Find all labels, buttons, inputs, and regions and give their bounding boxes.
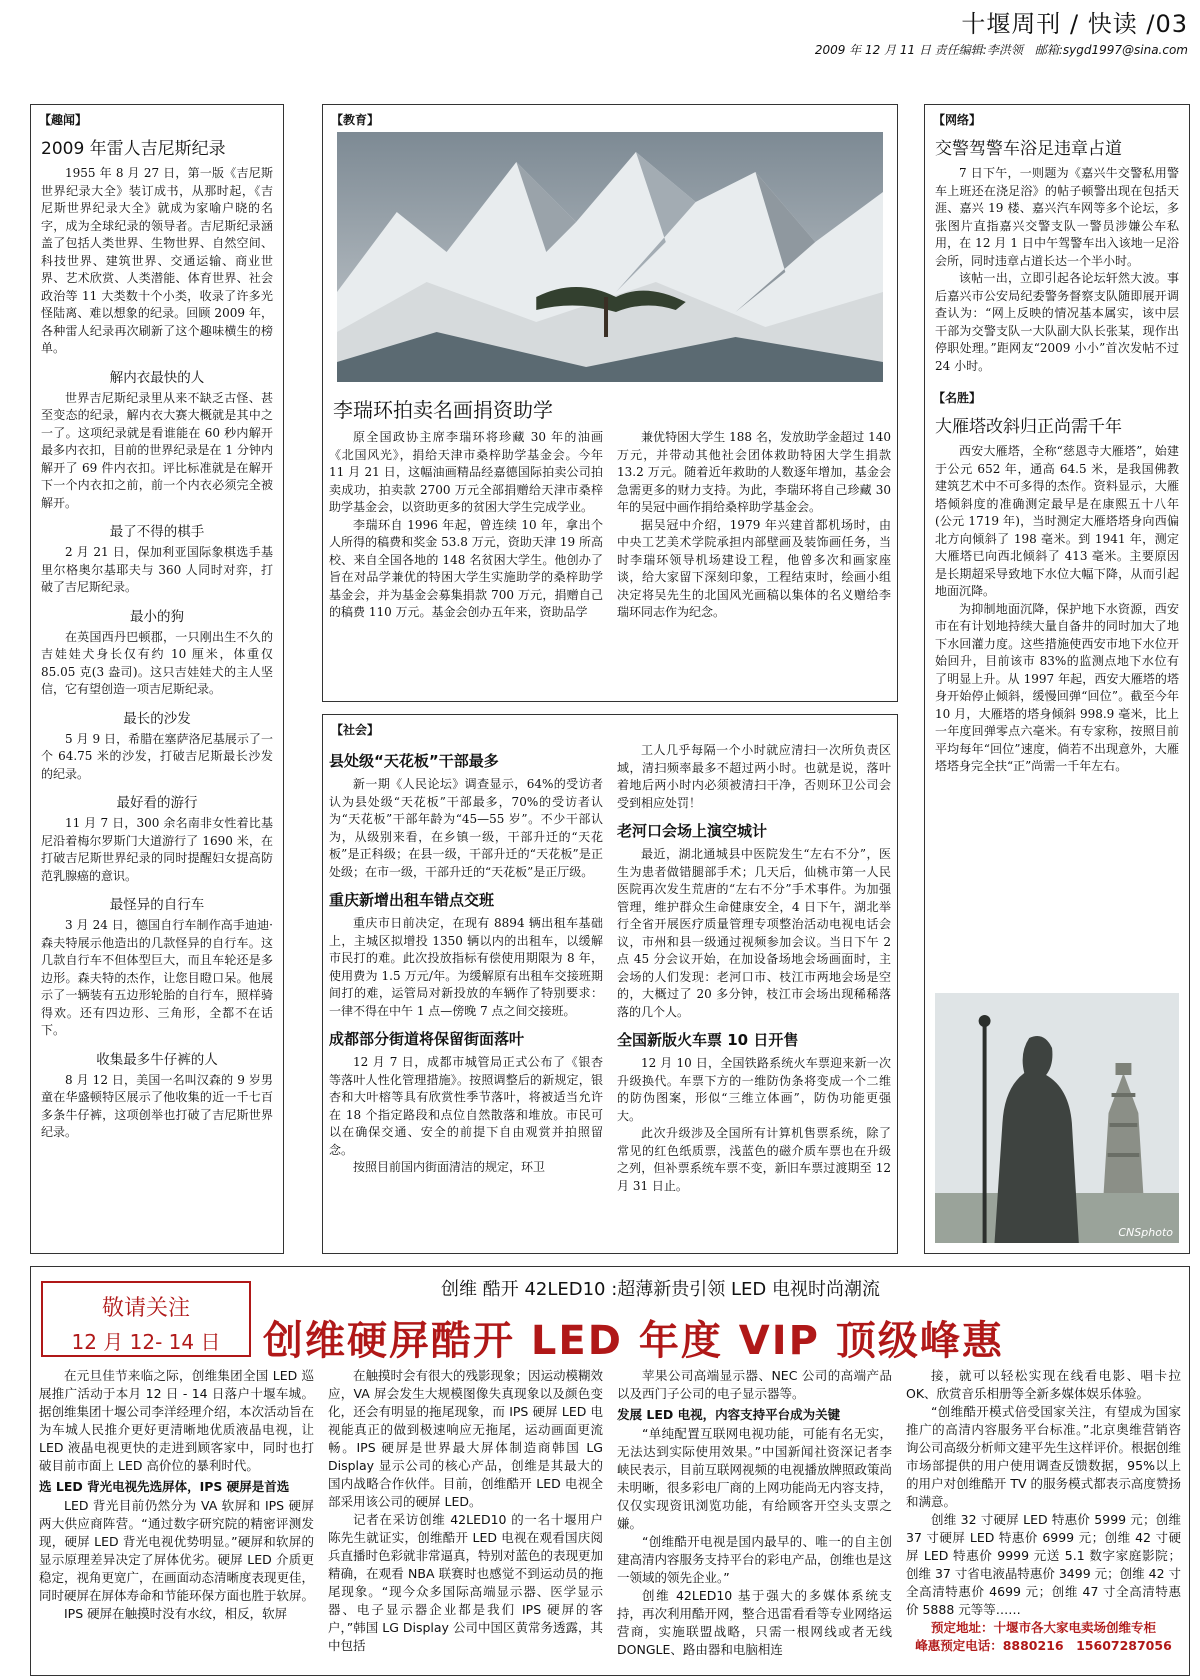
ad-paragraph: 记者在采访创维 42LED10 的一名十堰用户陈先生就证实，创维酷开 LED 电视在观看国庆阅兵直播时色彩就非常逼真，特别对蓝色的表现更加精确，在观看 NBA 联赛时也感觉不到运动员的拖尾现象。“现今众多国际高端显示器、医学显示器、电子显示器企业都是我们 IPS 硬屏的客户，”韩国 LG Display 公司中国区黄常务透露，其中包括 [328, 1512, 604, 1653]
news-heading: 县处级“天花板”干部最多 [329, 752, 499, 770]
paragraph: 7 日下午，一则题为《嘉兴牛交警私用警车上班还在浇足浴》的帖子顿警出现在包括天涯、嘉兴 19 楼、嘉兴汽车网等多个论坛，多张图片直指嘉兴交警支队一警员涉嫌公车私用，在 12 月 1 日中午驾警车出入该地一足浴会所，同时违章占道长达一个半小时。 [935, 166, 1179, 268]
record-heading: 收集最多牛仔裤的人 [96, 1051, 218, 1068]
ad-paragraph: IPS 硬屏在触摸时没有水纹，相反，软屏 [64, 1606, 288, 1621]
masthead-subline: 2009 年 12 月 11 日 责任编辑:李洪领 邮箱:sygd1997@sina.com [814, 43, 1188, 57]
ad-subheading: 选 LED 背光电视先选屏体，IPS 硬屏是首选 [39, 1479, 290, 1494]
news-heading: 成都部分街道将保留街面落叶 [329, 1030, 525, 1048]
record-heading: 最小的狗 [130, 608, 184, 625]
article-title: 李瑞环拍卖名画捐资助学 [333, 398, 553, 422]
section-tag: 【名胜】 [933, 391, 982, 405]
ad-paragraph: LED 背光目前仍然分为 VA 软屏和 IPS 硬屏两大供应商阵营。“通过数字研究院的精密评测发现，硬屏 LED 背光电视优势明显。”硬屏和软屏的显示原理差异决定了屏体优劣。硬屏 LED 介质更稳定，视角更宽广，在画面动态清晰度表现更佳，同时硬屏在屏体寿命和节能环保方面也胜于软屏。 [39, 1498, 315, 1603]
article-title: 2009 年雷人吉尼斯纪录 [41, 139, 226, 159]
article-body [925, 165, 1189, 375]
news-heading: 全国新版火车票 10 日开售 [617, 1031, 799, 1049]
masthead [815, 4, 1188, 58]
article-col-2 [617, 742, 891, 1195]
ad-paragraph: 在元旦佳节来临之际，创维集团全国 LED 巡展推广活动于本月 12 日 - 14 日落户十堰车城。据创维集团十堰公司李洋经理介绍，本次活动旨在为车城人民推介更好更清晰地优质液晶电视，让 LED 液晶电视更快的走进到顾客家中，同时也打破目前市面上 LED 高价位的暴利时代。 [39, 1368, 315, 1473]
column-quwen [30, 104, 284, 1254]
paragraph: 李瑞环自 1996 年起，曾连续 10 年，拿出个人所得的稿费和奖金 53.8 万元，资助天津 19 所高校、来自全国各地的 148 名贫困大学生。他创办了旨在对品学兼优的特困大学生实施助学的桑梓助学基金会，并为基金会募集捐款 700 万元，捐赠自己的稿费 110 万元。基金会创办五年来，资助品学 [329, 517, 603, 619]
statue-pagoda-photo [935, 993, 1179, 1243]
paragraph: 为抑制地面沉降，保护地下水资源，西安市在有计划地持续大量自备井的同时加大了地下水回灌力度。这些措施使西安市地下水位开始回升，目前该市 83%的监测点地下水位有了明显上升。从 1997 年起，西安大雁塔的塔身开始停止倾斜，缓慢回弹“回位”。截至今年 10 月，大雁塔的塔身倾斜 998.9 毫米，比上一年度回弹零点六毫米。有专家称，按照目前平均每年“回位”速度，倘若不出现意外，大雁塔塔身完全扶“正”尚需一千年左右。 [935, 601, 1179, 773]
paragraph: 最近，湖北通城县中医院发生“左右不分”，医生为患者做错腿部手术；几天后，仙桃市第一人民医院再次发生荒唐的“左右不分”手术事件。为加强管理，维护群众生命健康安全，4 日下午，湖北举行全省开展医疗质量管理专项整治活动电视电话会议，市州和县一级通过视频参加会议。当日下午 2 点 45 分会议开始，在加设备场地会场画面时，主会场的人们发现：老河口市、枝江市两地会场是空的，大概过了 20 多分钟，枝江市会场出现稀稀落落的几个人。 [617, 847, 891, 1019]
ad-subheading: 发展 LED 电视，内容支持平台成为关键 [617, 1407, 841, 1422]
section-tag: 【社会】 [331, 723, 380, 737]
ad-headline: 创维硬屏酷开 LED 年度 VIP 顶级峰惠 [263, 1318, 1004, 1364]
news-heading: 老河口会场上演空城计 [617, 822, 768, 840]
article-title: 大雁塔改斜归正尚需千年 [935, 417, 1122, 437]
paragraph: 兼优特困大学生 188 名，发放助学金超过 140 万元，并带动其他社会团体救助特困大学生捐款 13.2 万元。随着近年救助的人数逐年增加，基金会急需更多的财力支持。为此，李瑞环将自己珍藏 30 年的吴冠中画作捐给桑梓助学基金会。 [617, 430, 891, 514]
ad-paragraph: 接，就可以轻松实现在线看电影、唱卡拉 OK、欣赏音乐相册等全新多媒体娱乐体验。 [906, 1368, 1181, 1401]
paragraph: 12 月 10 日，全国铁路系统火车票迎来新一次升级换代。车票下方的一维防伪条将变成一个二维的防伪图案，形似“三维立体画”，防伪功能更强大。 [617, 1056, 891, 1123]
ad-paragraph: 在触摸时会有很大的残影现象；因运动模糊效应，VA 屏会发生大规模图像失真现象以及颜色变化，还会有明显的拖尾现象，而 IPS 硬屏 LED 电视能真正的做到极速响应无拖尾，运动画面更流畅。IPS 硬屏是世界最大屏体制造商韩国 LG Display 显示公司的核心产品，创维是其最大的国内战略合作伙伴。目前，创维酷开 LED 电视全部采用该公司的硬屏 LED。 [328, 1368, 604, 1509]
column-right [924, 104, 1190, 1254]
ad-paragraph: 苹果公司高端显示器、NEC 公司的高端产品以及西门子公司的电子显示器等。 [617, 1368, 892, 1401]
ad-subtitle: 创维 酷开 42LED10 :超薄新贵引领 LED 电视时尚潮流 [441, 1279, 881, 1300]
paragraph: 原全国政协主席李瑞环将珍藏 30 年的油画《北国风光》，捐给天津市桑梓助学基金会。今年 11 月 21 日，这幅油画精品经嘉德国际拍卖公司拍卖成功，拍卖款 2700 万元全部捐赠给天津市桑梓助学基金会，以资助更多的贫困大学生完成学业。 [329, 430, 603, 514]
record-text: 8 月 12 日，美国一名叫汉森的 9 岁男童在华盛顿特区展示了他收集的近一千七百多条牛仔裤，这项创举也打破了吉尼斯世界纪录。 [41, 1072, 273, 1139]
record-list [31, 366, 283, 1142]
article-col-1 [329, 742, 603, 1195]
ad-paragraph: “创维酷开电视是国内最早的、唯一的自主创建高清内容服务支持平台的彩电产品，创维也是这一领域的领先企业。” [617, 1534, 893, 1585]
paragraph: 据吴冠中介绍，1979 年兴建首都机场时，由中央工艺美术学院承担内部壁画及装饰画任务，当时李瑞环领导机场建设工程，他曾多次和画家座谈，给大家留下深刻印象，工程结束时，绘画小组决定将吴先生的北国风光画稿以集体的名义赠给李瑞环同志作为纪念。 [617, 517, 891, 619]
statue-photo-icon [935, 993, 1179, 1243]
paragraph: 12 月 7 日，成都市城管局正式公布了《银杏等落叶人性化管理措施》。按照调整后的新规定，银杏和大叶榕等具有欣赏性季节落叶，将被适当允许在 18 个指定路段和点位自然散落和堆放。市民可以在确保交通、安全的前提下自由观赏并拍照留念。 [329, 1055, 603, 1157]
ad-col-1 [39, 1367, 314, 1669]
paragraph: 此次升级涉及全国所有计算机售票系统，除了常见的红色纸质票，浅蓝色的磁介质车票也在升级之列，但补票系统车票不变，新旧车票过渡期至 12 月 31 日止。 [617, 1126, 891, 1193]
ad-paragraph: “单纯配置互联网电视功能，可能有名无实，无法达到实际使用效果。”中国新闻社资深记者李峡民表示，目前互联网视频的电视播放牌照政策尚未明晰，很多彩电厂商的上网功能尚无内容支持，仅仅实现资讯浏览功能，有给顾客开空头支票之嫌。 [617, 1426, 893, 1531]
notice-box [41, 1281, 251, 1357]
record-heading: 最怪异的自行车 [109, 897, 205, 913]
ad-col-2 [328, 1367, 603, 1669]
article-body [323, 429, 897, 622]
advertisement [30, 1266, 1190, 1676]
article-col-2 [617, 429, 891, 622]
record-heading: 最长的沙发 [123, 710, 191, 727]
column-jiaoyu [322, 104, 898, 702]
column-shehui [322, 714, 898, 1254]
record-text: 3 月 24 日，德国自行车制作高手迪迪·森夫特展示他造出的几款怪异的自行车。这几款自行车不但体型巨大，而且车轮还是多边形。森夫特的杰作，让您目瞪口呆。他展示了一辆装有五边形轮胎的自行车，照样骑得欢。还有四边形、三角形，全都不在话下。 [41, 918, 273, 1037]
paragraph: 西安大雁塔，全称“慈恩寺大雁塔”，始建于公元 652 年，通高 64.5 米，是我国佛教建筑艺术中不可多得的杰作。资料显示，大雁塔倾斜度的准确测定最早是在康熙五十八年(公元 1719 年)，当时测定大雁塔塔身向西偏北方向倾斜了 198 毫米。到 1941 年，测定大雁塔已向西北倾斜了 413 毫米。主要原因是长期超采导致地下水位大幅下降，从而引起地面沉降。 [935, 444, 1179, 598]
article-body [925, 443, 1189, 776]
record-heading: 最了不得的棋手 [109, 524, 205, 540]
news-heading: 重庆新增出租车错点交班 [329, 891, 495, 909]
article-intro: 1955 年 8 月 27 日，第一版《吉尼斯世界纪录大全》装订成书，从那时起，《吉尼斯世界纪录大全》就成为家喻户晓的名字，成为全球纪录的领导者。吉尼斯纪录涵盖了包括人类世界、生物世界、自然空间、科技世界、建筑世界、交通运输、商业世界、艺术欣赏、人类潜能、体育世界、社会政治等 11 大类数十个小类，收录了许多光怪陆离、难以想象的纪录。回顾 2009 年，各种雷人纪录再次刷新了这个趣味横生的榜单。 [41, 166, 273, 355]
mountain-painting-icon [337, 132, 883, 382]
ad-col-3 [617, 1367, 892, 1669]
record-heading: 解内衣最快的人 [109, 369, 205, 386]
section-tag: 【网络】 [933, 113, 982, 127]
ad-body [39, 1367, 1181, 1669]
paragraph: 新一期《人民论坛》调查显示，64%的受访者认为县处级“天花板”干部最多，70%的受访者认为“天花板”干部年龄为“45—55 岁”。不少干部认为，从级别来看，在乡镇一级，干部升迁的“天花板”是正科级；在县一级，干部升迁的“天花板”是正处级；在市一级，干部升迁的“天花板”是正厅级。 [329, 777, 603, 879]
article-body [323, 742, 897, 1195]
notice-date: 12 月 12- 14 日 [71, 1330, 221, 1354]
masthead-title: 十堰周刊 / 快读 /03 [961, 10, 1188, 38]
record-text: 世界吉尼斯纪录里从来不缺乏古怪、甚至变态的纪录，解内衣大赛大概就是其中之一了。这项纪录就是看谁能在 60 秒内解开最多内衣扣，目前的世界纪录是在 1 分钟内解开了 69 件内衣扣。评比标准就是在解开下一个内衣扣之前，前一个内衣必须完全被解开。 [41, 390, 273, 510]
paragraph: 按照目前国内街面清洁的规定，环卫 [353, 1160, 546, 1174]
ad-address: 预定地址：十堰市各大家电卖场创维专柜 [930, 1620, 1156, 1635]
record-heading: 最好看的游行 [116, 795, 198, 811]
section-tag: 【趣闻】 [39, 113, 88, 127]
ad-phone: 峰惠预定电话：8880216 15607287056 [915, 1638, 1172, 1653]
paragraph: 该帖一出，立即引起各论坛轩然大波。事后嘉兴市公安局纪委警务督察支队随即展开调查认为：“网上反映的情况基本属实，该中层干部为交警支队一大队副大队长张某，现作出停职处理。”距网友“2009 小小”首次发帖不过 24 小时。 [935, 271, 1179, 373]
article-title: 交警驾警车浴足违章占道 [935, 139, 1122, 159]
ad-col-4 [906, 1367, 1181, 1669]
ad-paragraph: 创维 42LED10 基于强大的多媒体系统支持，再次利用酷开网，整合迅雷看看等专业网络运营商，实施联盟战略，只需一根网线或者无线 DONGLE、路由器和电脑相连 [617, 1588, 893, 1657]
photo-watermark: CNSphoto [1118, 1226, 1173, 1239]
record-text: 5 月 9 日，希腊在塞萨洛尼基展示了一个 64.75 米的沙发，打破吉尼斯最长沙发的纪录。 [41, 731, 273, 781]
article-col-1 [329, 429, 603, 622]
notice-text: 敬请关注 [101, 1296, 190, 1321]
ad-paragraph: 创维 32 寸硬屏 LED 特惠价 5999 元；创维 37 寸硬屏 LED 特惠价 6999 元；创维 42 寸硬屏 LED 特惠价 9999 元送 5.1 数字家庭影院；创维 37 寸省电液晶特惠价 3499 元；创维 42 寸全高清特惠价 4699 元；创维 47 寸全高清特惠价 5888 元等等…… [906, 1512, 1181, 1617]
record-text: 11 月 7 日，300 余名南非女性着比基尼沿着梅尔罗斯门大道游行了 1690 米，在打破吉尼斯世界纪录的同时提醒妇女提高防范乳腺癌的意识。 [41, 816, 273, 883]
paragraph: 重庆市日前决定，在现有 8894 辆出租车基础上，主城区拟增投 1350 辆以内的出租车，以缓解市民打的难。此次投放指标有偿使用期限为 8 年，使用费为 1.5 万元/年。为缓解原有出租车交接班期间打的难，运管局对新投放的车辆作了特别要求：一律不得在中午 1 点—傍晚 7 点之间交接班。 [329, 916, 603, 1018]
section-tag: 【教育】 [331, 113, 380, 127]
paragraph: 工人几乎每隔一个小时就应清扫一次所负责区域，清扫频率最多不超过两小时。也就是说，落叶着地后两小时内必须被清扫干净，否则环卫公司会受到相应处罚！ [617, 743, 891, 810]
mountain-painting-image [337, 132, 883, 382]
record-text: 在英国西丹巴顿郡，一只刚出生不久的吉娃娃犬身长仅有约 10 厘米，体重仅 85.05 克(3 盎司)。这只吉娃娃犬的主人坚信，它有望创造一项吉尼斯纪录。 [41, 629, 273, 696]
record-text: 2 月 21 日，保加利亚国际象棋选手基里尔格奥尔基耶夫与 360 人同时对弈，打破了吉尼斯纪录。 [41, 545, 273, 594]
ad-paragraph: “创维酷开模式倍受国家关注，有望成为国家推广的高清内容服务平台标准。”北京奥维营销咨询公司高级分析师文建平先生这样评价。根据创维市场部提供的用户使用调查反馈数据，95%以上的用户对创维酷开 TV 的服务模式都表示高度赞扬和满意。 [906, 1404, 1182, 1509]
